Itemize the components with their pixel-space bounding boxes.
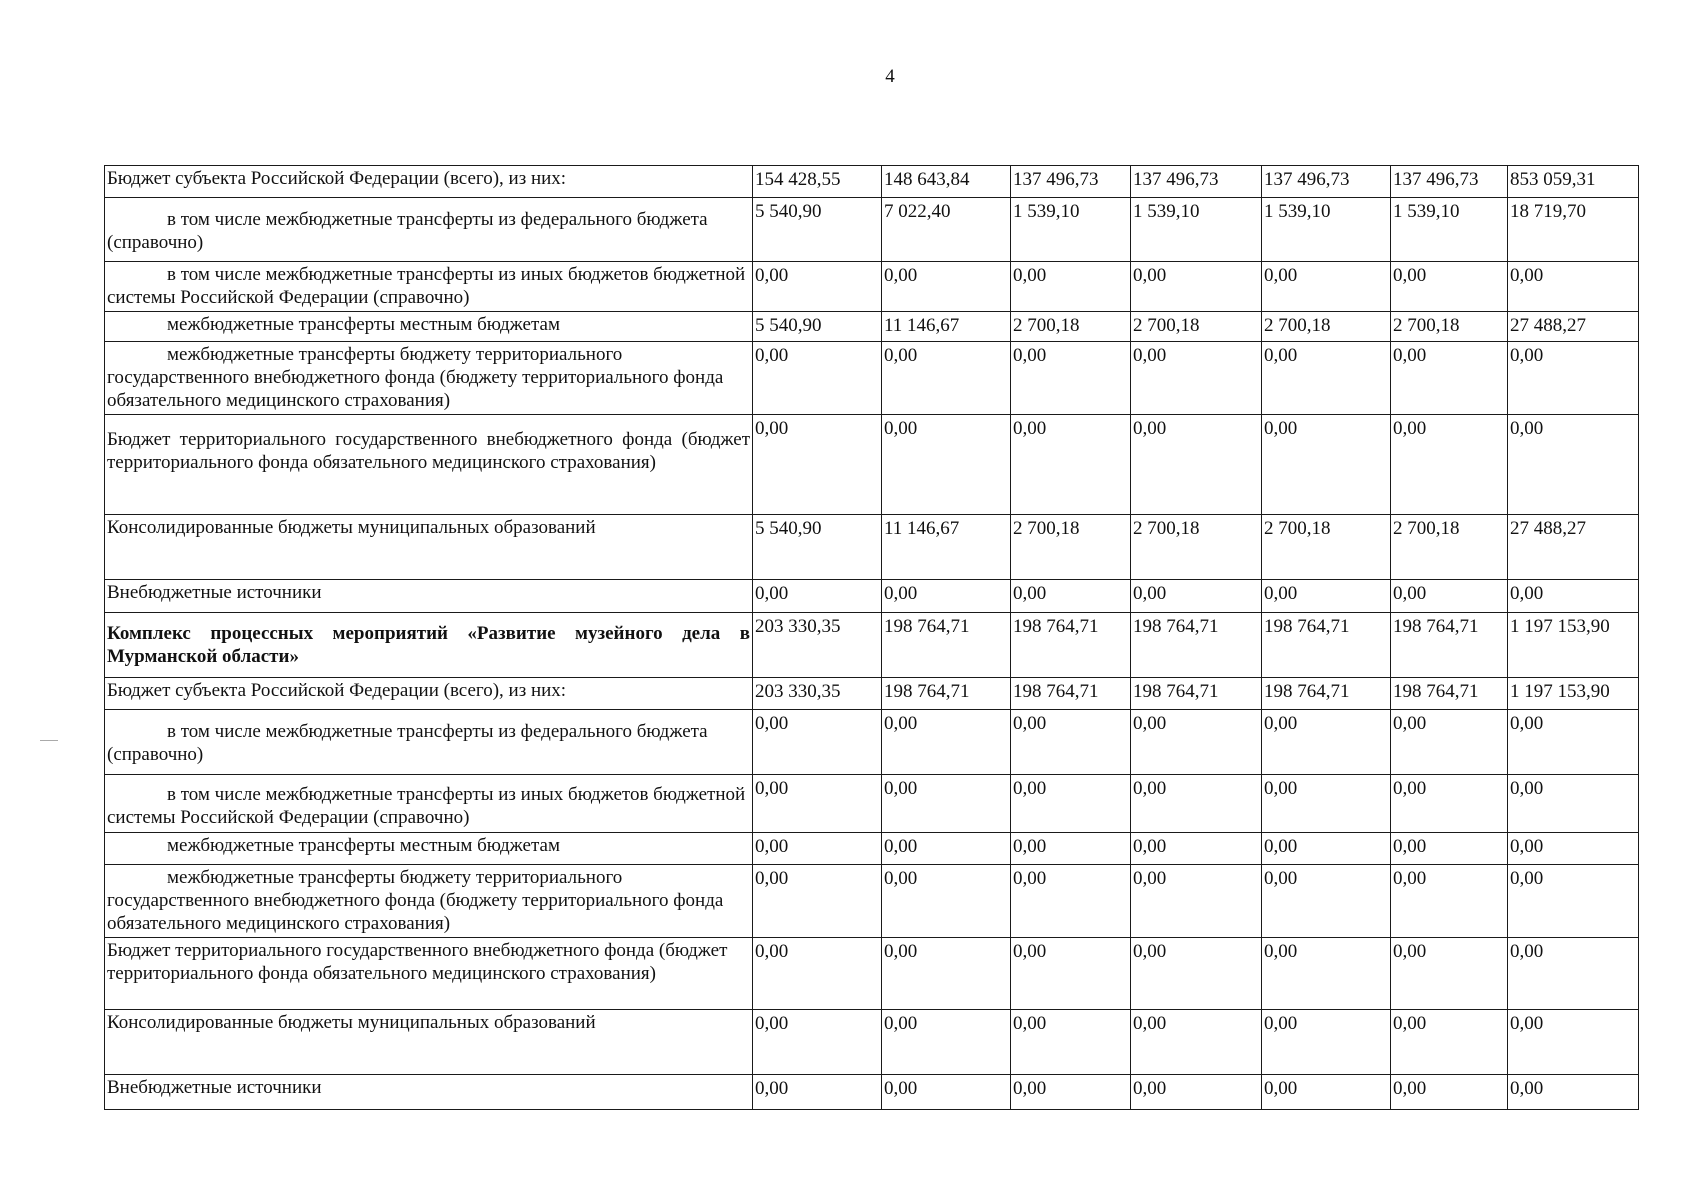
row-label: Внебюджетные источники [105, 580, 753, 613]
table-row [105, 198, 1639, 262]
value-cell: 0,00 [753, 415, 882, 515]
value-cell: 2 700,18 [1262, 312, 1391, 342]
value-cell: 1 539,10 [1011, 198, 1131, 262]
value-cell: 2 700,18 [1131, 515, 1262, 580]
value-cell: 0,00 [1508, 580, 1639, 613]
value-cell: 198 764,71 [1391, 678, 1508, 710]
value-cell: 0,00 [1011, 1010, 1131, 1075]
value-cell: 0,00 [882, 342, 1011, 415]
value-cell: 0,00 [753, 1075, 882, 1110]
value-cell: 0,00 [1011, 1075, 1131, 1110]
row-label: Бюджет территориального государственного внебюджетного фонда (бюджет территориального фонда обязательного медицинского страхования) [105, 938, 753, 1010]
value-cell: 0,00 [1508, 1010, 1639, 1075]
value-cell: 0,00 [1391, 938, 1508, 1010]
row-label: межбюджетные трансферты местным бюджетам [105, 312, 753, 342]
value-cell: 0,00 [1131, 710, 1262, 775]
value-cell: 0,00 [753, 775, 882, 833]
value-cell: 198 764,71 [1262, 678, 1391, 710]
value-cell: 5 540,90 [753, 515, 882, 580]
value-cell: 18 719,70 [1508, 198, 1639, 262]
value-cell: 1 539,10 [1131, 198, 1262, 262]
table-row [105, 262, 1639, 312]
row-label: Консолидированные бюджеты муниципальных образований [105, 1010, 753, 1075]
value-cell: 2 700,18 [1391, 515, 1508, 580]
table-row [105, 312, 1639, 342]
value-cell: 0,00 [1011, 342, 1131, 415]
row-label: Внебюджетные источники [105, 1075, 753, 1110]
value-cell: 0,00 [882, 833, 1011, 865]
value-cell: 137 496,73 [1131, 166, 1262, 198]
value-cell: 0,00 [1391, 833, 1508, 865]
value-cell: 0,00 [753, 580, 882, 613]
value-cell: 0,00 [1131, 1075, 1262, 1110]
value-cell: 0,00 [1391, 415, 1508, 515]
budget-table [104, 165, 1639, 1110]
value-cell: 2 700,18 [1262, 515, 1391, 580]
row-label: Консолидированные бюджеты муниципальных образований [105, 515, 753, 580]
value-cell: 198 764,71 [882, 613, 1011, 678]
value-cell: 0,00 [753, 710, 882, 775]
value-cell: 0,00 [1131, 262, 1262, 312]
value-cell: 0,00 [1011, 865, 1131, 938]
value-cell: 0,00 [882, 580, 1011, 613]
table-row [105, 710, 1639, 775]
value-cell: 0,00 [1131, 833, 1262, 865]
value-cell: 198 764,71 [1131, 678, 1262, 710]
value-cell: 0,00 [1262, 710, 1391, 775]
value-cell: 0,00 [882, 415, 1011, 515]
value-cell: 0,00 [1131, 342, 1262, 415]
table-row [105, 938, 1639, 1010]
value-cell: 137 496,73 [1262, 166, 1391, 198]
value-cell: 0,00 [882, 1075, 1011, 1110]
value-cell: 0,00 [1262, 1075, 1391, 1110]
value-cell: 0,00 [1262, 580, 1391, 613]
value-cell: 2 700,18 [1131, 312, 1262, 342]
value-cell: 0,00 [753, 865, 882, 938]
value-cell: 0,00 [1131, 865, 1262, 938]
value-cell: 27 488,27 [1508, 515, 1639, 580]
value-cell: 1 197 153,90 [1508, 613, 1639, 678]
margin-mark [40, 740, 58, 741]
value-cell: 0,00 [1011, 938, 1131, 1010]
page-number: 4 [885, 66, 895, 87]
value-cell: 853 059,31 [1508, 166, 1639, 198]
value-cell: 0,00 [1508, 833, 1639, 865]
value-cell: 0,00 [882, 710, 1011, 775]
value-cell: 198 764,71 [1262, 613, 1391, 678]
value-cell: 0,00 [1508, 1075, 1639, 1110]
row-label: Бюджет субъекта Российской Федерации (всего), из них: [105, 166, 753, 198]
value-cell: 137 496,73 [1391, 166, 1508, 198]
table-row [105, 865, 1639, 938]
value-cell: 0,00 [882, 1010, 1011, 1075]
value-cell: 0,00 [1391, 710, 1508, 775]
value-cell: 1 197 153,90 [1508, 678, 1639, 710]
value-cell: 0,00 [1011, 710, 1131, 775]
value-cell: 0,00 [1508, 415, 1639, 515]
value-cell: 203 330,35 [753, 678, 882, 710]
value-cell: 0,00 [1011, 415, 1131, 515]
value-cell: 0,00 [1508, 262, 1639, 312]
value-cell: 2 700,18 [1011, 515, 1131, 580]
value-cell: 0,00 [753, 938, 882, 1010]
value-cell: 0,00 [1391, 1010, 1508, 1075]
value-cell: 148 643,84 [882, 166, 1011, 198]
row-label: в том числе межбюджетные трансферты из федерального бюджета (справочно) [105, 710, 753, 775]
table-row [105, 580, 1639, 613]
row-label: межбюджетные трансферты бюджету территориального государственного внебюджетного фонда (бюджету территориального фонда обязательного медицинского страхования) [105, 865, 753, 938]
value-cell: 203 330,35 [753, 613, 882, 678]
value-cell: 0,00 [1011, 833, 1131, 865]
value-cell: 0,00 [1131, 938, 1262, 1010]
value-cell: 1 539,10 [1262, 198, 1391, 262]
table-row [105, 833, 1639, 865]
value-cell: 0,00 [1508, 865, 1639, 938]
value-cell: 2 700,18 [1391, 312, 1508, 342]
value-cell: 0,00 [1011, 775, 1131, 833]
value-cell: 0,00 [1508, 710, 1639, 775]
row-label: межбюджетные трансферты местным бюджетам [105, 833, 753, 865]
value-cell: 0,00 [1508, 938, 1639, 1010]
value-cell: 198 764,71 [1131, 613, 1262, 678]
value-cell: 0,00 [1508, 342, 1639, 415]
value-cell: 0,00 [1262, 775, 1391, 833]
value-cell: 27 488,27 [1508, 312, 1639, 342]
value-cell: 0,00 [1131, 415, 1262, 515]
value-cell: 7 022,40 [882, 198, 1011, 262]
value-cell: 11 146,67 [882, 312, 1011, 342]
row-label: в том числе межбюджетные трансферты из иных бюджетов бюджетной системы Российской Федерации (справочно) [105, 775, 753, 833]
row-label: в том числе межбюджетные трансферты из иных бюджетов бюджетной системы Российской Федерации (справочно) [105, 262, 753, 312]
value-cell: 1 539,10 [1391, 198, 1508, 262]
value-cell: 0,00 [1391, 865, 1508, 938]
value-cell: 0,00 [1508, 775, 1639, 833]
row-label: Бюджет территориального государственного внебюджетного фонда (бюджет территориального фонда обязательного медицинского страхования) [105, 415, 753, 515]
value-cell: 198 764,71 [1391, 613, 1508, 678]
value-cell: 0,00 [1262, 865, 1391, 938]
value-cell: 198 764,71 [882, 678, 1011, 710]
value-cell: 0,00 [1391, 580, 1508, 613]
value-cell: 0,00 [882, 865, 1011, 938]
value-cell: 0,00 [1391, 1075, 1508, 1110]
section-title: Комплекс процессных мероприятий «Развитие музейного дела в Мурманской области» [105, 613, 753, 678]
value-cell: 0,00 [1011, 580, 1131, 613]
value-cell: 0,00 [1391, 775, 1508, 833]
value-cell: 0,00 [753, 342, 882, 415]
value-cell: 0,00 [1131, 580, 1262, 613]
value-cell: 5 540,90 [753, 312, 882, 342]
table-row [105, 613, 1639, 678]
value-cell: 5 540,90 [753, 198, 882, 262]
table-row [105, 1075, 1639, 1110]
value-cell: 0,00 [1391, 342, 1508, 415]
value-cell: 0,00 [882, 775, 1011, 833]
value-cell: 198 764,71 [1011, 613, 1131, 678]
table-row [105, 1010, 1639, 1075]
value-cell: 0,00 [1262, 262, 1391, 312]
value-cell: 0,00 [1262, 1010, 1391, 1075]
value-cell: 2 700,18 [1011, 312, 1131, 342]
value-cell: 154 428,55 [753, 166, 882, 198]
value-cell: 0,00 [753, 833, 882, 865]
value-cell: 0,00 [1262, 938, 1391, 1010]
value-cell: 198 764,71 [1011, 678, 1131, 710]
value-cell: 0,00 [1011, 262, 1131, 312]
table-row [105, 415, 1639, 515]
value-cell: 0,00 [1131, 775, 1262, 833]
table-row [105, 166, 1639, 198]
table-row [105, 678, 1639, 710]
value-cell: 0,00 [882, 262, 1011, 312]
row-label: в том числе межбюджетные трансферты из федерального бюджета (справочно) [105, 198, 753, 262]
value-cell: 0,00 [1262, 415, 1391, 515]
value-cell: 0,00 [1391, 262, 1508, 312]
value-cell: 137 496,73 [1011, 166, 1131, 198]
table-row [105, 515, 1639, 580]
value-cell: 0,00 [753, 1010, 882, 1075]
value-cell: 0,00 [1262, 833, 1391, 865]
value-cell: 0,00 [882, 938, 1011, 1010]
value-cell: 0,00 [753, 262, 882, 312]
table-row [105, 342, 1639, 415]
value-cell: 11 146,67 [882, 515, 1011, 580]
table-row [105, 775, 1639, 833]
value-cell: 0,00 [1262, 342, 1391, 415]
row-label: Бюджет субъекта Российской Федерации (всего), из них: [105, 678, 753, 710]
row-label: межбюджетные трансферты бюджету территориального государственного внебюджетного фонда (бюджету территориального фонда обязательного медицинского страхования) [105, 342, 753, 415]
value-cell: 0,00 [1131, 1010, 1262, 1075]
